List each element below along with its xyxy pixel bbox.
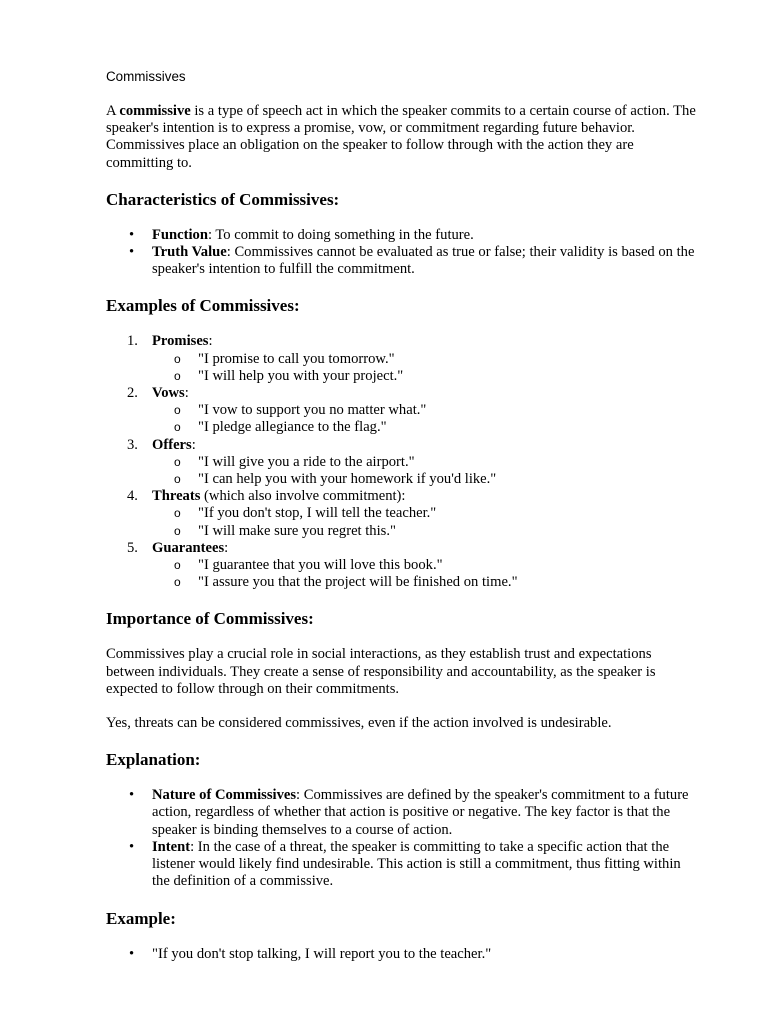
sub-list-item: o "I assure you that the project will be finished on time." bbox=[152, 574, 696, 591]
sub-list bbox=[152, 505, 696, 539]
list-item: • Intent: In the case of a threat, the speaker is committing to take a specific action that the listener would likely find undesirable. This action is still a commitment, thus fitting within the definition of a commissive. bbox=[106, 839, 696, 891]
sub-list-item: o "I vow to support you no matter what." bbox=[152, 402, 696, 419]
threats-paragraph: Yes, threats can be considered commissives, even if the action involved is undesirable. bbox=[106, 715, 612, 732]
sub-list-item: o "I can help you with your homework if you'd like." bbox=[152, 471, 696, 488]
importance-heading: Importance of Commissives: bbox=[106, 609, 314, 629]
sub-list bbox=[152, 402, 696, 436]
sub-list bbox=[152, 351, 696, 385]
list-item: 3. Offers: o "I will give you a ride to the airport." o "I can help you with your homework if you'd like." bbox=[106, 437, 696, 489]
sub-list-item: o "I will help you with your project." bbox=[152, 368, 696, 385]
sub-list-item: o "If you don't stop, I will tell the teacher." bbox=[152, 505, 696, 522]
sub-list-item: o "I promise to call you tomorrow." bbox=[152, 351, 696, 368]
characteristics-list bbox=[106, 227, 696, 279]
list-item: • Function: To commit to doing something in the future. bbox=[106, 227, 696, 244]
characteristics-heading: Characteristics of Commissives: bbox=[106, 189, 340, 209]
list-item: 1. Promises: o "I promise to call you tomorrow." o "I will help you with your project." bbox=[106, 333, 696, 385]
list-item: • "If you don't stop talking, I will report you to the teacher." bbox=[106, 946, 696, 963]
explanation-heading: Explanation: bbox=[106, 750, 201, 770]
list-item: • Truth Value: Commissives cannot be evaluated as true or false; their validity is based on the speaker's intention to fulfill the commitment. bbox=[106, 244, 696, 278]
sub-list-item: o "I will give you a ride to the airport." bbox=[152, 454, 696, 471]
sub-list-item: o "I pledge allegiance to the flag." bbox=[152, 419, 696, 436]
explanation-list bbox=[106, 787, 696, 890]
examples-heading: Examples of Commissives: bbox=[106, 296, 300, 316]
sub-list-item: o "I guarantee that you will love this book." bbox=[152, 557, 696, 574]
example-list bbox=[106, 946, 696, 963]
importance-paragraph: Commissives play a crucial role in social interactions, as they establish trust and expectations between individuals. They create a sense of responsibility and accountability, as the speaker is expected to follow through on their commitments. bbox=[106, 646, 656, 697]
list-item: 5. Guarantees: o "I guarantee that you will love this book." o "I assure you that the project will be finished on time." bbox=[106, 540, 696, 592]
list-item: 2. Vows: o "I vow to support you no matter what." o "I pledge allegiance to the flag." bbox=[106, 385, 696, 437]
sub-list bbox=[152, 557, 696, 591]
intro-term: commissive bbox=[119, 103, 191, 119]
list-item: • Nature of Commissives: Commissives are defined by the speaker's commitment to a future action, regardless of whether that action is positive or negative. The key factor is that the speaker is binding themselves to a course of action. bbox=[106, 787, 696, 839]
examples-list bbox=[106, 333, 696, 591]
document-page bbox=[106, 68, 696, 980]
document-title: Commissives bbox=[106, 69, 186, 84]
list-item: 4. Threats (which also involve commitment): o "If you don't stop, I will tell the teacher." o "I will make sure you regret this." bbox=[106, 488, 696, 540]
intro-paragraph: A commissive is a type of speech act in which the speaker commits to a certain course of action. The speaker's intention is to express a promise, vow, or commitment regarding future behavior. Commissives place an obligation on the speaker to follow through with the action they are committing to. bbox=[106, 103, 696, 171]
sub-list-item: o "I will make sure you regret this." bbox=[152, 523, 696, 540]
sub-list bbox=[152, 454, 696, 488]
example-heading: Example: bbox=[106, 908, 176, 928]
